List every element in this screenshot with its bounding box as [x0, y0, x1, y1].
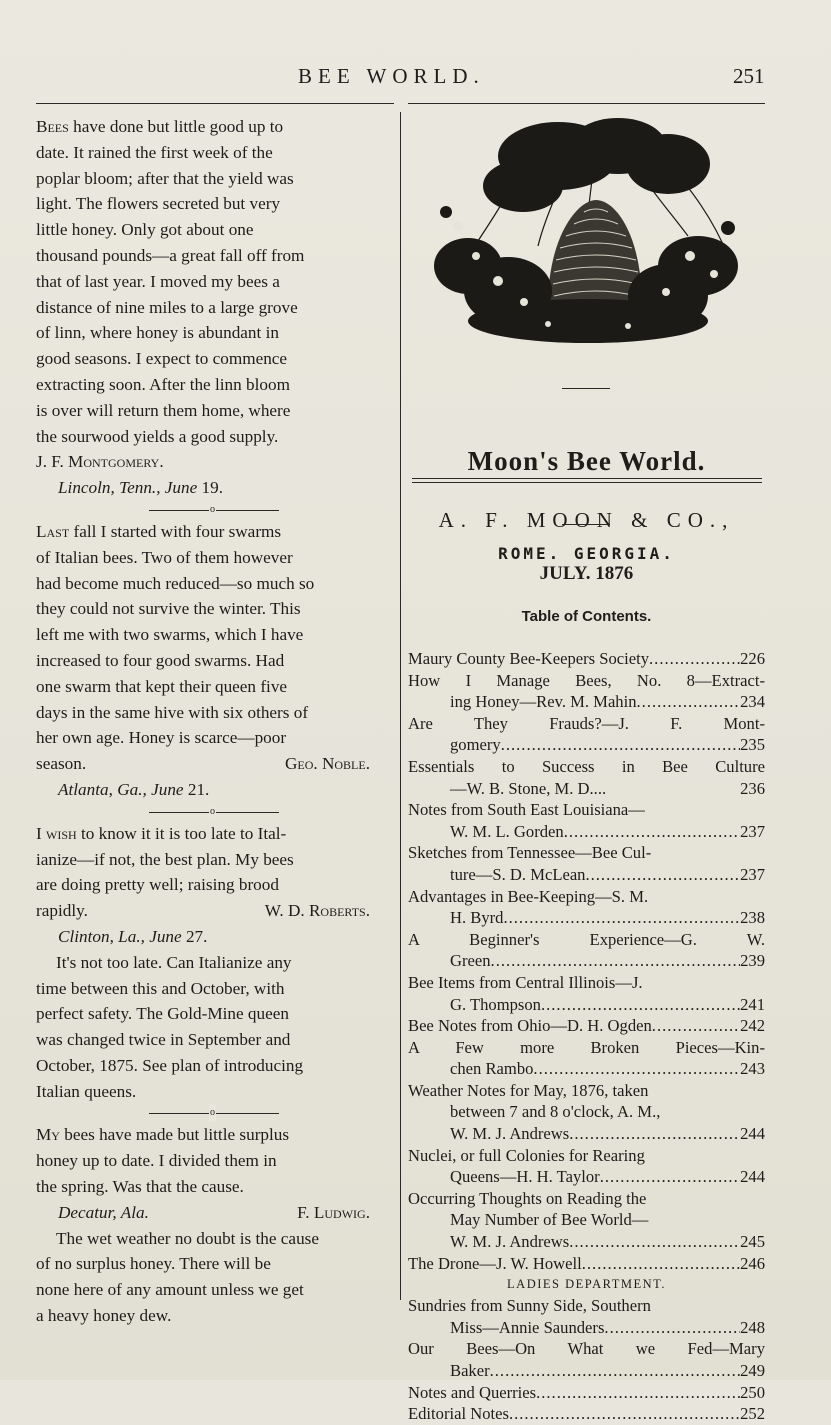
letter: I wish to know it it is too late to Ital- ianize—if not, the best plan. My bees are doing pretty well; raising brood rapidly. W. D. Roberts. Clinton, La., June 27. It's not too late. Can Italianize any time between this and October, with perfect safety. The Gold-Mine queen was changed twice in September and October, 1875. See plan of introducing Italian queens. [36, 821, 392, 1105]
letter-author: W. D. Roberts. [264, 901, 370, 921]
letter-author: F. Ludwig. [297, 1202, 370, 1222]
separator [36, 501, 392, 519]
lead-word: I wish [36, 823, 77, 843]
rule [562, 388, 610, 389]
editor-reply: It's not too late. Can Italianize any [56, 952, 292, 972]
letter: Last fall I started with four swarms of Italian bees. Two of them however had become much reduced—so much so they could not survive the winter. This left me with two swarms, which I have increased to four good swarms. Had one swarm that kept their queen five days in the same hive with six others of her own age. Honey is scarce—poor season. Geo. Noble. Atlanta, Ga., June 21. [36, 519, 392, 803]
toc-entry: Are They Frauds?—J. F. Mont- [408, 713, 765, 733]
lead-word: My [36, 1125, 60, 1145]
rule [412, 478, 762, 479]
rule [562, 524, 610, 525]
lead-word: Bees [36, 117, 69, 136]
toc-entry: The Drone—J. W. Howell ..... 246 [408, 1253, 765, 1275]
lead-word: Last [36, 521, 70, 541]
toc-entry: Bee Notes from Ohio—D. H. Ogden ..... 242 [408, 1015, 765, 1037]
rule [412, 482, 762, 483]
city: ROME. GEORGIA. [498, 544, 675, 563]
separator [36, 803, 392, 821]
toc-entry: Notes from South East Louisiana— [408, 800, 645, 820]
toc-entry: Maury County Bee-Keepers Society ..... 226 [408, 648, 765, 670]
letter: My bees have made but little surplus honey up to date. I divided them in the spring. Was that the cause. Decatur, Ala. F. Ludwig. The wet weather no doubt is the cause of no surplus honey. There will be none here of any amount unless we get a heavy honey dew. [36, 1122, 392, 1328]
issue-date: JULY. 1876 [539, 563, 634, 584]
toc-entry: Weather Notes for May, 1876, taken [408, 1080, 649, 1100]
letter-author: J. F. Montgomery. [36, 452, 164, 472]
toc-entry: A Beginner's Experience—G. W. [408, 929, 765, 949]
toc-entry: Occurring Thoughts on Reading the [408, 1188, 647, 1208]
toc-entry: A Few more Broken Pieces—Kin- [408, 1037, 765, 1057]
letter-author: Geo. Noble. [284, 754, 370, 774]
toc-entry: Nuclei, or full Colonies for Rearing [408, 1145, 645, 1165]
toc-entry: Editorial Notes ..... 252 [408, 1403, 765, 1425]
correspondence-column [36, 114, 392, 1329]
running-head: BEE WORLD. [298, 64, 485, 88]
letter-place: Clinton, La., June 27. [58, 926, 208, 946]
toc-entry: Sundries from Sunny Side, Southern [408, 1296, 651, 1316]
toc-entry: Bee Items from Central Illinois—J. [408, 972, 643, 992]
toc-entry: Our Bees—On What we Fed—Mary [408, 1339, 765, 1359]
header-rule-left [36, 103, 394, 104]
toc-entry: How I Manage Bees, No. 8—Extract- [408, 670, 765, 690]
beehive-engraving [428, 116, 746, 344]
editor-reply: The wet weather no doubt is the cause [56, 1228, 319, 1248]
letter-place: Lincoln, Tenn., June 19. [58, 478, 224, 498]
toc-entry: Notes and Querries ..... 250 [408, 1382, 765, 1404]
column-rule [400, 112, 401, 1300]
letter-place: Decatur, Ala. [58, 1202, 149, 1222]
separator [36, 1104, 392, 1122]
letter: Bees have done but little good up to date. It rained the first week of the poplar bloom; after that the yield was light. The flowers secreted but very little honey. Only got about one thousand pounds—a great fall off from that of last year. I moved my bees a distance of nine miles to a large grove of linn, where honey is abundant in good seasons. I expect to commence extracting soon. After the linn bloom is over will return them home, where the sourwood yields a good supply. J. F. Montgomery. Lincoln, Tenn., June 19. [36, 114, 392, 501]
masthead-title: Moon's Bee World. [467, 446, 706, 476]
toc-heading: Table of Contents. [521, 608, 652, 625]
header-rule-right [408, 103, 765, 104]
toc-entry: Sketches from Tennessee—Bee Cul- [408, 843, 652, 863]
letter-place: Atlanta, Ga., June 21. [58, 779, 210, 799]
toc-section-heading: LADIES DEPARTMENT. [507, 1277, 666, 1292]
toc-entry: Essentials to Success in Bee Culture [408, 756, 765, 776]
toc-entry: Advantages in Bee-Keeping—S. M. [408, 886, 649, 906]
page-number: 251 [733, 64, 765, 88]
table-of-contents: Maury County Bee-Keepers Society ..... 226 How I Manage Bees, No. 8—Extract- ing Honey—Rev. M. Mahin ..... 234 Are They Frauds?—J. F. Mont- gomery ..... 235 Essentials to Success in Bee Culture —W. B. Stone, M. D.... 236 Notes from South East Louisiana— W. M. L. Gorden ..... 237 Sketches from Tennessee—Bee Cul- ture—S. D. McLean ..... 237 Advantages in Bee-Keeping—S. M. H. Byrd ..... 238 A Beginner's Experience—G. W. Green ..... 239 Bee Items from Central Illinois—J. G. Thompson ..... 241 Bee Notes from Ohio—D. H. Ogden ..... 242 A Few more Broken Pieces—Kin- chen Rambo ..... 243 Weather Notes for May, 1876, taken between 7 and 8 o'clock, A. M., W. M. J. Andrews ..... 244 Nuclei, or full Colonies for Rearing Queens—H. H. Taylor ..... 244 Occurring Thoughts on Reading the May Number of Bee World— W. M. J. Andrews ..... 245 The Drone—J. W. Howell ..... 246 LADIES DEPARTMENT. Sundries from Sunny Side, Southern Miss—Annie Saunders ..... 248 Our Bees—On What we Fed—Mary Baker ..... 249 Notes and Querries ..... 250 Editorial Notes ..... 252 [408, 648, 765, 1425]
publisher: A. F. MOON & CO., [438, 508, 735, 532]
